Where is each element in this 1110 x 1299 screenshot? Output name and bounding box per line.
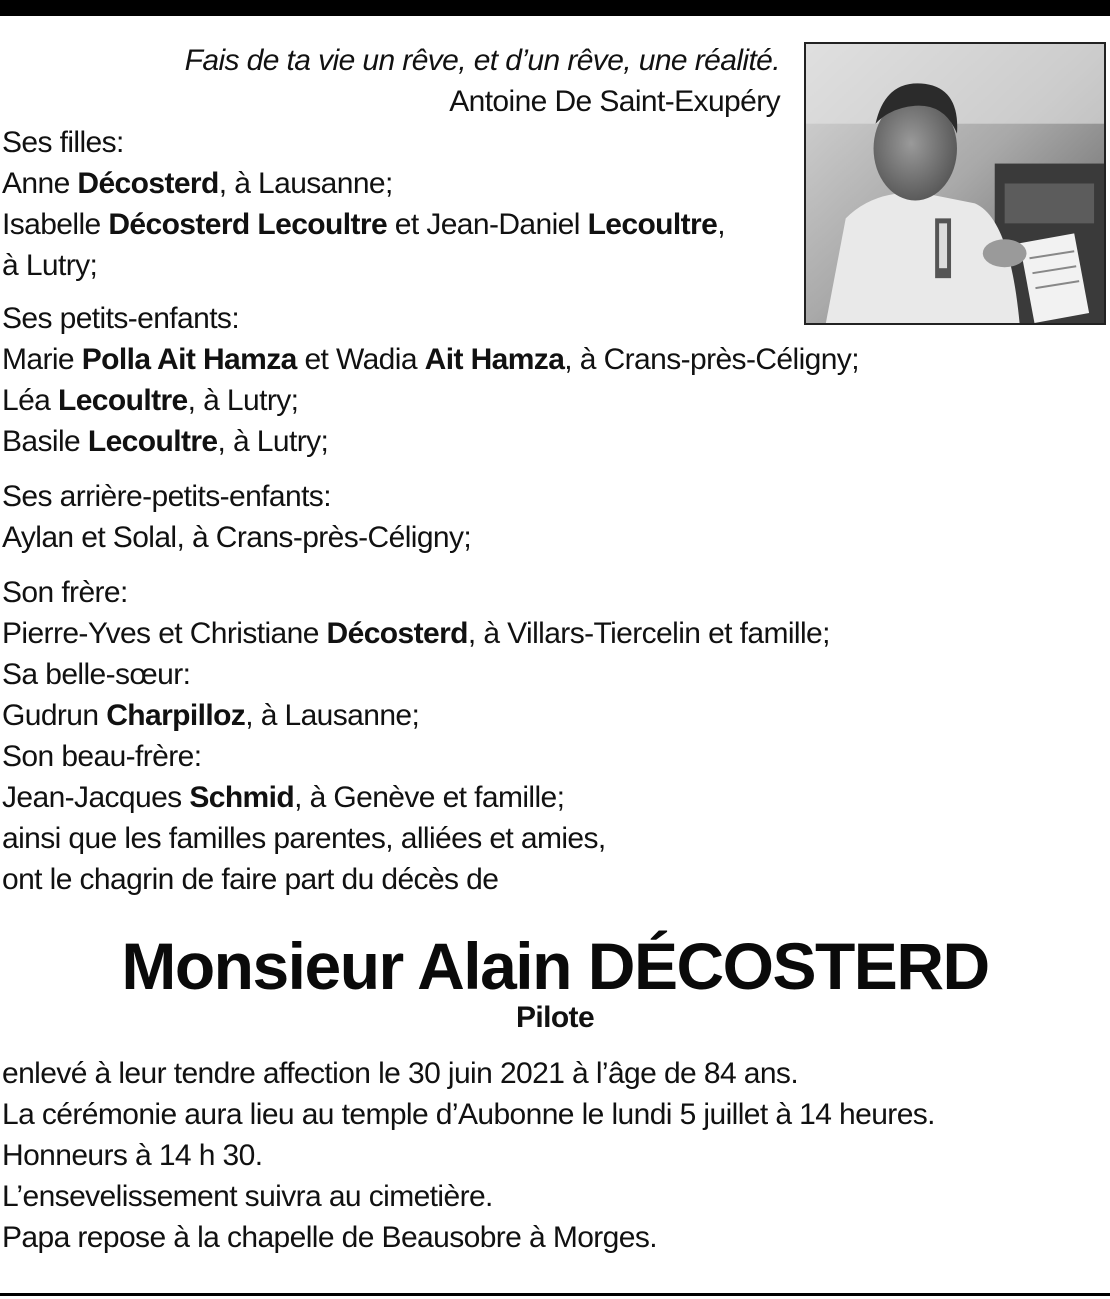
family-list: [2, 40, 1102, 900]
brother-entry: Pierre-Yves et Christiane Décosterd, à Villars-Tiercelin et famille;: [2, 617, 830, 650]
sister-in-law-label: Sa belle-sœur:: [2, 658, 191, 691]
quote-author: Antoine De Saint-Exupéry: [449, 85, 780, 118]
closing-line: ont le chagrin de faire part du décès de: [2, 863, 499, 896]
grandchild-entry: Basile Lecoultre, à Lutry;: [2, 425, 329, 458]
deceased-name: Monsieur Alain DÉCOSTERD: [121, 929, 989, 1003]
grandchildren-label: Ses petits-enfants:: [2, 302, 240, 335]
epigraph: [2, 40, 780, 122]
deceased-title: Pilote: [515, 1001, 595, 1034]
detail-line: La cérémonie aura lieu au temple d’Aubonne le lundi 5 juillet à 14 heures.: [2, 1098, 935, 1131]
quote-text: Fais de ta vie un rêve, et d’un rêve, une réalité.: [184, 44, 780, 77]
detail-line: Papa repose à la chapelle de Beausobre à Morges.: [2, 1221, 657, 1254]
daughter-entry-location: à Lutry;: [2, 249, 98, 282]
ceremony-details: [2, 1053, 1102, 1258]
grandchild-entry: Marie Polla Ait Hamza et Wadia Ait Hamza, à Crans-près-Céligny;: [2, 343, 859, 376]
detail-line: L’ensevelissement suivra au cimetière.: [2, 1180, 493, 1213]
grandchild-entry: Léa Lecoultre, à Lutry;: [2, 384, 299, 417]
daughter-entry: Anne Décosterd, à Lausanne;: [2, 167, 393, 200]
great-grandchildren-label: Ses arrière-petits-enfants:: [2, 480, 331, 513]
brother-in-law-entry: Jean-Jacques Schmid, à Genève et famille;: [2, 781, 565, 814]
brother-in-law-label: Son beau-frère:: [2, 740, 202, 773]
great-grandchildren-entry: Aylan et Solal, à Crans-près-Céligny;: [2, 521, 472, 554]
detail-line: Honneurs à 14 h 30.: [2, 1139, 263, 1172]
daughter-entry: Isabelle Décosterd Lecoultre et Jean-Daniel Lecoultre,: [2, 208, 725, 241]
closing-line: ainsi que les familles parentes, alliées et amies,: [2, 822, 606, 855]
daughters-label: Ses filles:: [2, 126, 124, 159]
sister-in-law-entry: Gudrun Charpilloz, à Lausanne;: [2, 699, 420, 732]
bottom-rule: [0, 1293, 1110, 1296]
detail-line: enlevé à leur tendre affection le 30 juin 2021 à l’âge de 84 ans.: [2, 1057, 799, 1090]
brother-label: Son frère:: [2, 576, 128, 609]
top-rule: [0, 0, 1110, 16]
